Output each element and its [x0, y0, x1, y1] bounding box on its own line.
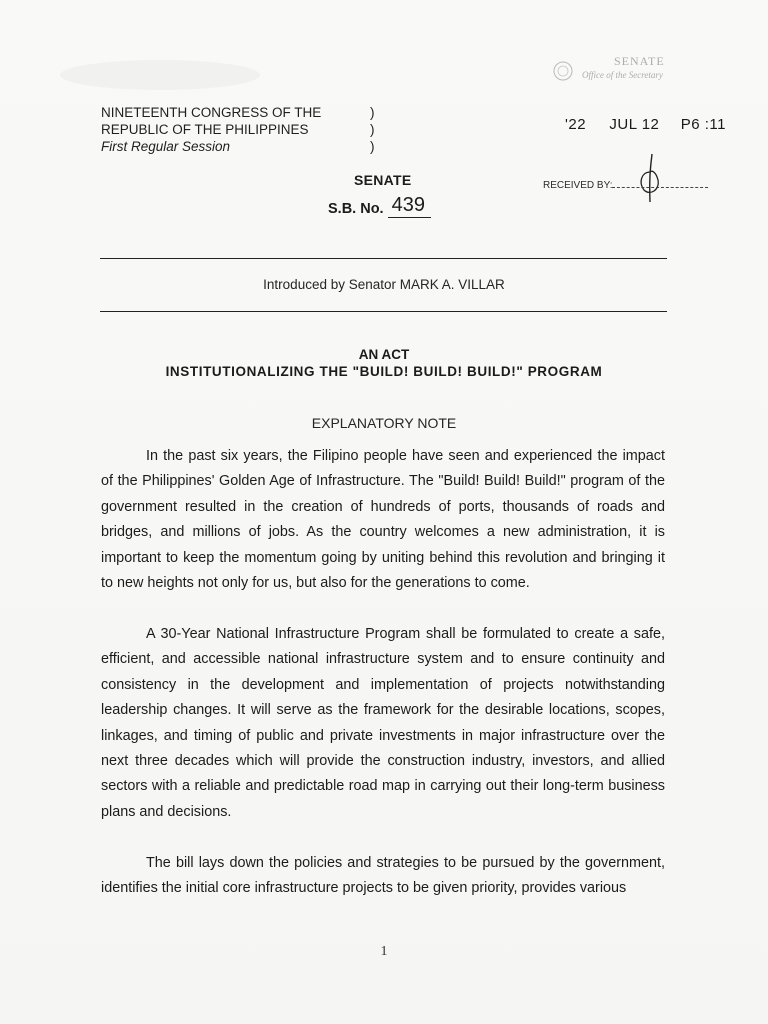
paren-column: [370, 104, 375, 155]
act-title: [0, 346, 768, 380]
seal-icon: [552, 60, 574, 82]
session-line: First Regular Session: [101, 139, 231, 154]
received-month-day: JUL 12: [609, 116, 660, 133]
congress-line-2: REPUBLIC OF THE PHILIPPINES: [101, 122, 309, 137]
senate-receipt-stamp: [552, 50, 712, 90]
bottom-rule: [100, 311, 667, 312]
paren-1: ): [370, 105, 375, 120]
introduced-by: Introduced by Senator MARK A. VILLAR: [263, 277, 505, 292]
paragraph-2: A 30-Year National Infrastructure Program shall be formulated to create a safe, efficient, and accessible national infrastructure system and to ensure continuity and consistency in the development and implementation of projects notwithstanding leadership changes. It will serve as the framework for the desirable locations, scopes, linkages, and timing of public and private investments in major infrastructure over the next three decades which will provide the construction industry, investors, and allied sectors with a reliable and predictable road map in carrying out their long-term business plans and decisions.: [101, 626, 665, 820]
stamp-top-text: SENATE: [614, 54, 665, 68]
page-number: 1: [380, 944, 388, 959]
received-timestamp: [565, 116, 726, 133]
received-year: '22: [565, 116, 587, 133]
act-title-line-2: INSTITUTIONALIZING THE "BUILD! BUILD! BUILD!" PROGRAM: [165, 364, 603, 379]
paragraph-1: In the past six years, the Filipino people have seen and experienced the impact of the Philippines' Golden Age of Infrastructure. The "Build! Build! Build!" program of the government resulted in the creation of hundreds of ports, thousands of roads and bridges, and millions of jobs. As the country welcomes a new administration, it is important to keep the momentum going by uniting behind this revolution and bringing it to new heights not only for us, but also for the generations to come.: [101, 448, 665, 592]
paragraph-3: The bill lays down the policies and strategies to be pursued by the government, identifies the initial core infrastructure projects to be given priority, provides various: [101, 855, 665, 897]
bill-number: 439: [388, 194, 431, 218]
chamber-heading: SENATE: [354, 172, 412, 188]
paren-3: ): [370, 139, 375, 154]
signature-mark: [630, 150, 670, 206]
congress-line-1: NINETEENTH CONGRESS OF THE: [101, 105, 322, 120]
received-by-label: RECEIVED BY:: [543, 180, 613, 191]
act-title-line-1: AN ACT: [358, 347, 410, 362]
paren-2: ): [370, 122, 375, 137]
received-by-line: [612, 187, 708, 188]
explanatory-note-heading: EXPLANATORY NOTE: [311, 415, 457, 431]
bill-number-line: [328, 196, 431, 220]
congress-block: [101, 104, 321, 155]
received-time: P6 :11: [680, 116, 726, 133]
top-rule: [100, 258, 667, 259]
scan-smudge: [60, 60, 260, 90]
bill-number-label: S.B. No.: [328, 201, 384, 217]
stamp-bottom-text: Office of the Secretary: [582, 70, 663, 80]
